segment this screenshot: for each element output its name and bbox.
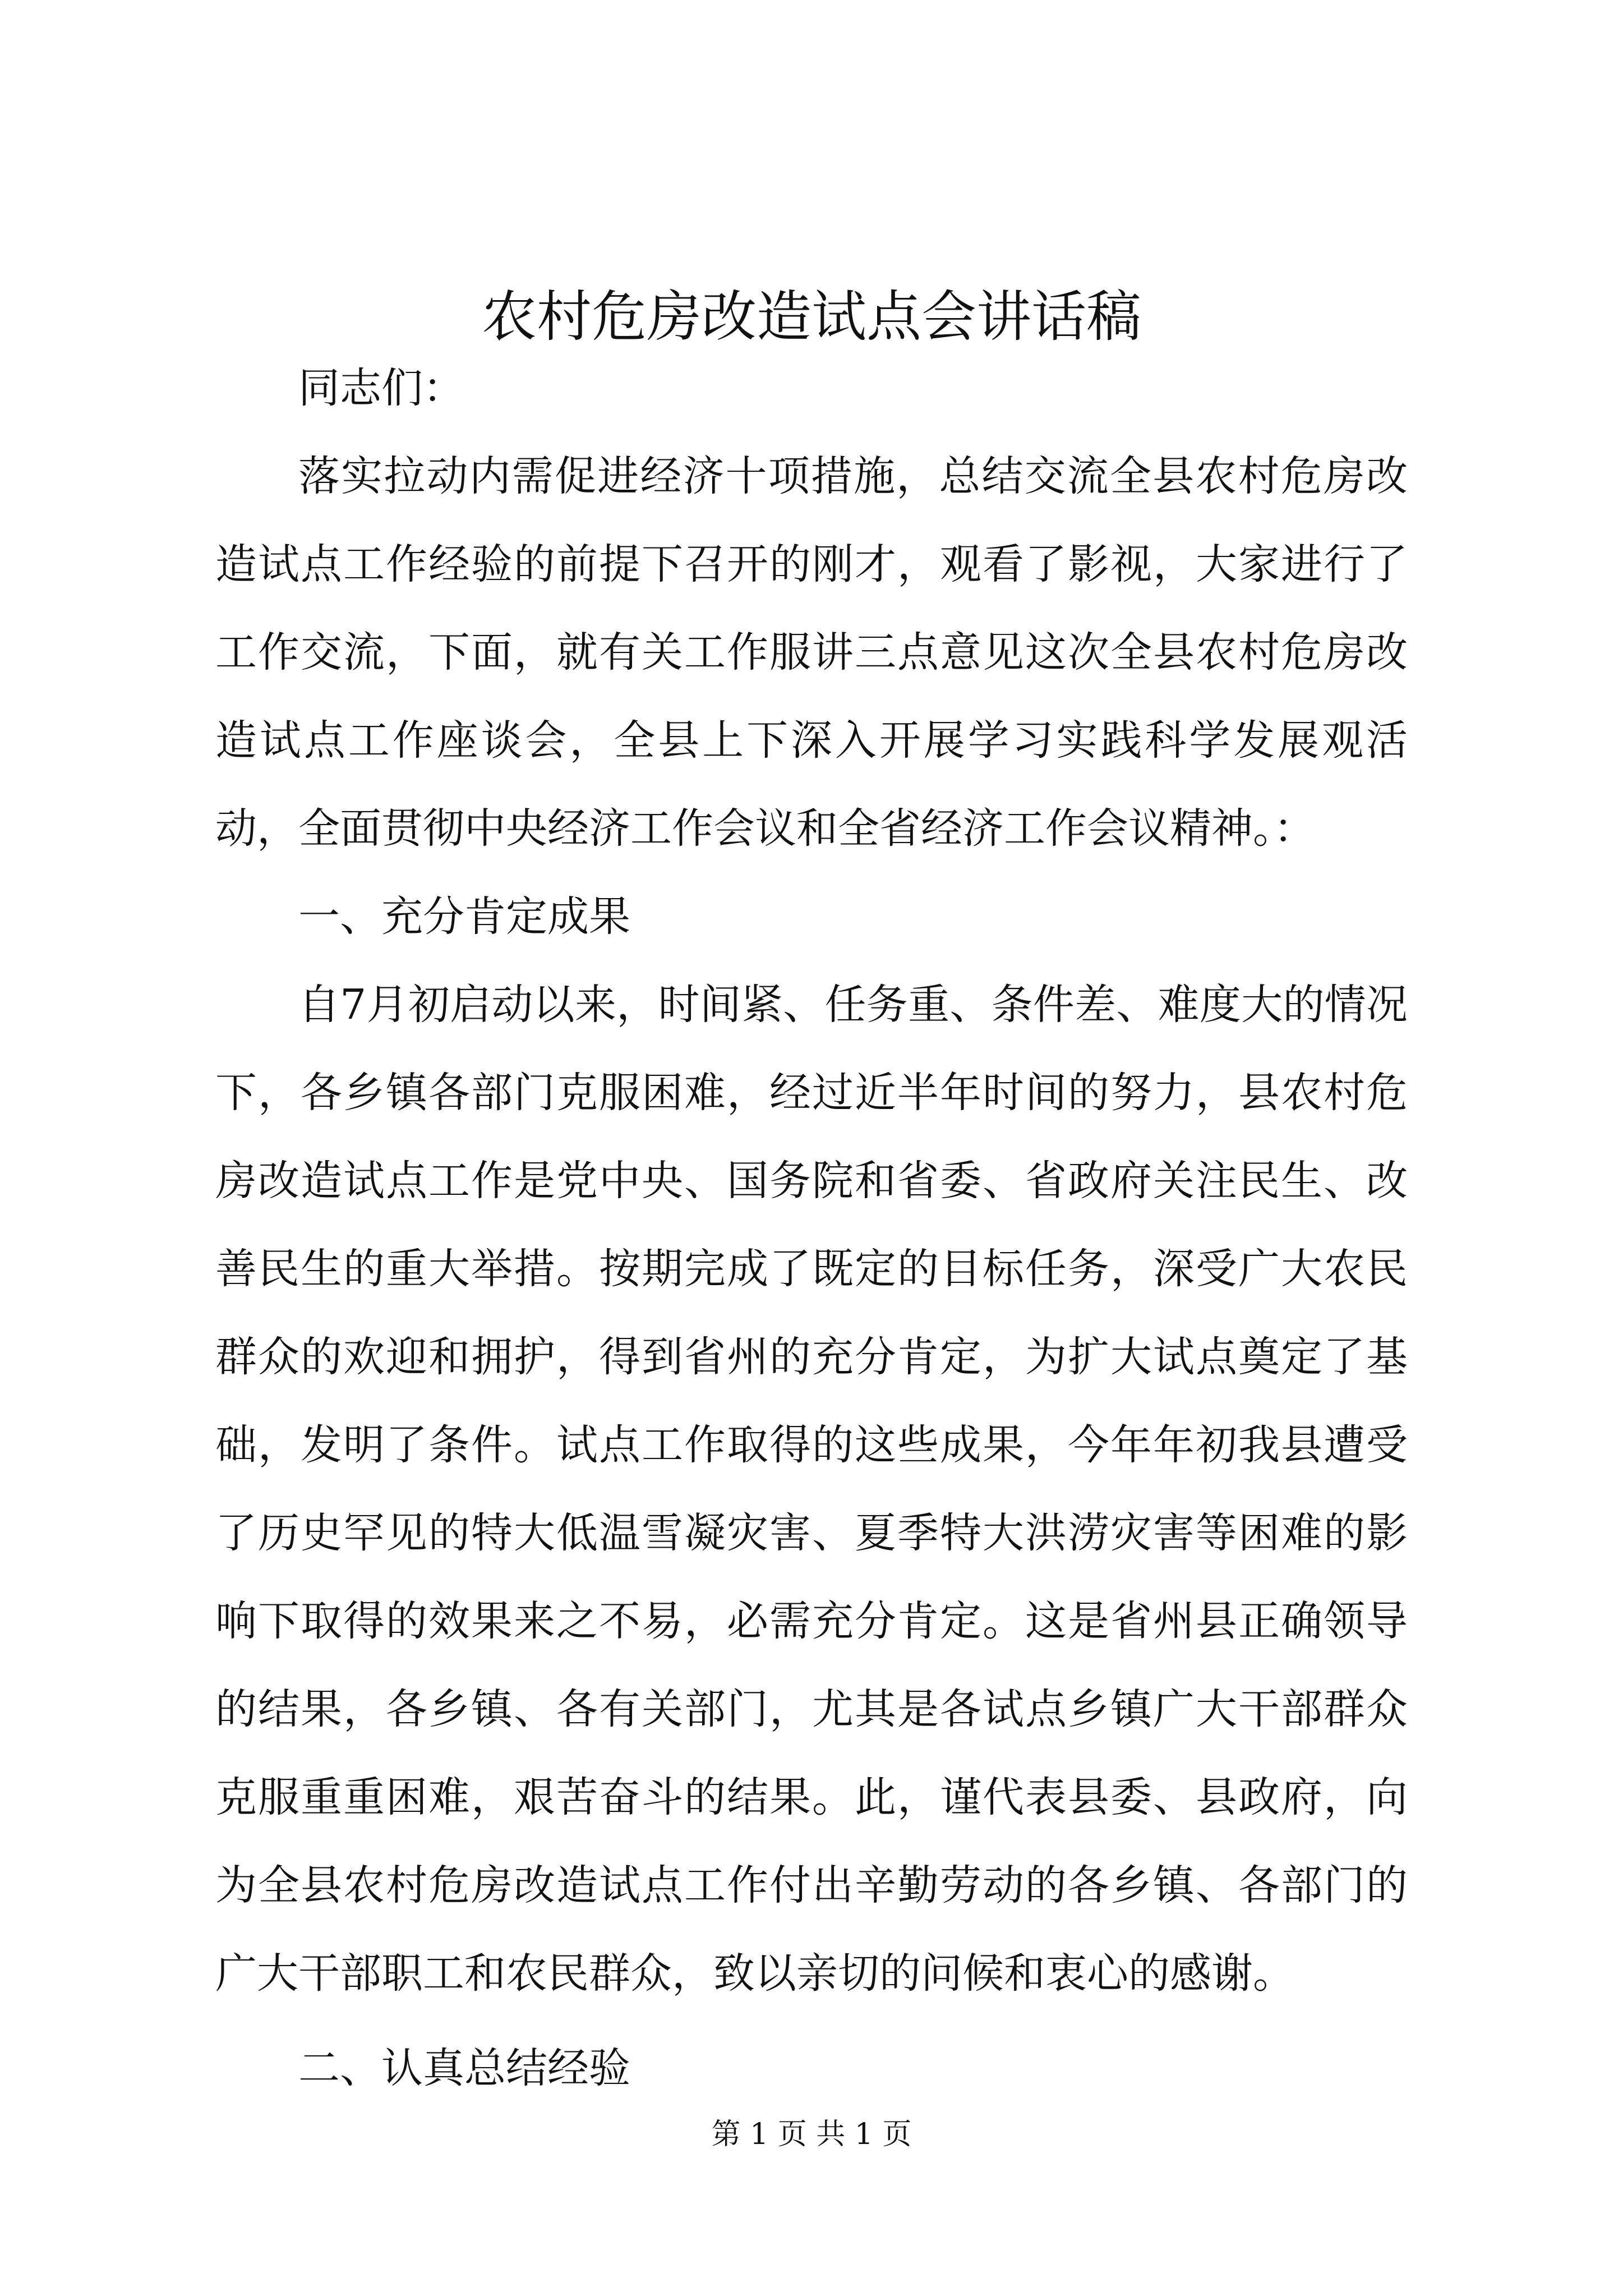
document-body xyxy=(215,344,1408,2113)
salutation: 同志们： xyxy=(298,364,464,412)
paragraph-achievements: 自7月初启动以来，时间紧、任务重、条件差、难度大的情况下，各乡镇各部门克服困难，经过近半年时间的努力，县农村危房改造试点工作是党中央、国务院和省委、省政府关注民生、改善民生的重大举措。按期完成了既定的目标任务，深受广大农民群众的欢迎和拥护，得到省州的充分肯定，为扩大试点奠定了基础，发明了条件。试点工作取得的这些成果，今年年初我县遭受了历史罕见的特大低温雪凝灾害、夏季特大洪涝灾害等困难的影响下取得的效果来之不易，必需充分肯定。这是省州县正确领导的结果，各乡镇、各有关部门，尤其是各试点乡镇广大干部群众克服重重困难，艰苦奋斗的结果。此，谨代表县委、县政府，向为全县农村危房改造试点工作付出辛勤劳动的各乡镇、各部门的广大干部职工和农民群众，致以亲切的问候和衷心的感谢。 xyxy=(215,981,1408,1998)
paragraph-intro: 落实拉动内需促进经济十项措施，总结交流全县农村危房改造试点工作经验的前提下召开的刚才，观看了影视，大家进行了工作交流，下面，就有关工作服讲三点意见这次全县农村危房改造试点工作座谈会，全县上下深入开展学习实践科学发展观活动，全面贯彻中央经济工作会议和全省经济工作会议精神。： xyxy=(215,452,1408,853)
document-title: 农村危房改造试点会讲话稿 xyxy=(481,285,1141,349)
section-heading-1: 一、充分肯定成果 xyxy=(298,892,630,941)
section-heading-2: 二、认真总结经验 xyxy=(298,2044,630,2092)
page-footer: 第 1 页 共 1 页 xyxy=(711,2118,912,2151)
